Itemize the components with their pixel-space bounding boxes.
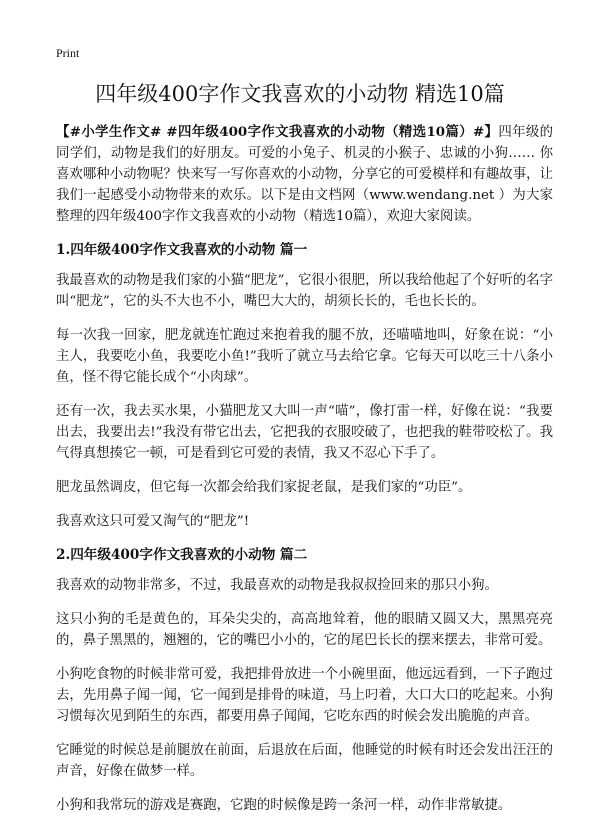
page-title: 四年级400字作文我喜欢的小动物 精选10篇: [95, 82, 505, 106]
intro-text: 四年级的同学们，动物是我们的好朋友。可爱的小兔子、机灵的小猴子、忠诚的小狗…… 你喜欢哪种小动物呢？快来写一写你喜欢的小动物，分享它的可爱模样和有趣故事，让我们一起感受小动物带来的欢乐。以下是由文档网（www.wendang.net ）为大家整理的四年级400字作文我喜欢的小动物（精选10篇），欢迎大家阅读。: [56, 125, 553, 224]
section-heading-2: 2.四年级400字作文我喜欢的小动物 篇二: [56, 547, 308, 563]
paragraph: 还有一次，我去买水果，小猫肥龙又大叫一声“喵”，像打雷一样，好像在说：“我要出去，我要出去!”我没有带它出去，它把我的衣服咬破了，也把我的鞋带咬松了。我气得真想揍它一顿，可是看到它可爱的表情，我又不忍心下手了。: [56, 404, 553, 461]
paragraph: 小狗和我常玩的游戏是赛跑，它跑的时候像是跨一条河一样，动作非常敏捷。: [56, 798, 512, 813]
paragraph: 这只小狗的毛是黄色的，耳朵尖尖的，高高地耸着，他的眼睛又圆又大，黑黑亮亮的，鼻子黑黑的，翘翘的，它的嘴巴小小的，它的尾巴长长的摆来摆去，非常可爱。: [56, 612, 553, 648]
paragraph: 我最喜欢的动物是我们家的小猫“肥龙”，它很小很肥，所以我给他起了个好听的名字叫“肥龙”，它的头不大也不小，嘴巴大大的，胡须长长的，毛也长长的。: [56, 273, 553, 309]
print-label: Print: [56, 46, 80, 60]
section-heading-1: 1.四年级400字作文我喜欢的小动物 篇一: [56, 242, 308, 258]
intro-tag-line: 【#小学生作文# #四年级400字作文我喜欢的小动物（精选10篇）#】: [56, 124, 499, 140]
paragraph: 每一次我一回家，肥龙就连忙跑过来抱着我的腿不放，还喵喵地叫，好象在说：“小主人，我要吃小鱼，我要吃小鱼!”我听了就立马去给它拿。它每天可以吃三十八条小鱼，怪不得它能长成个“小肉球”。: [56, 328, 553, 385]
paragraph: 我喜欢的动物非常多，不过，我最喜欢的动物是我叔叔捡回来的那只小狗。: [56, 578, 498, 593]
intro-paragraph: [56, 122, 553, 227]
paragraph: 它睡觉的时候总是前腿放在前面，后退放在后面，他睡觉的时候有时还会发出汪汪的声音，好像在做梦一样。: [56, 743, 553, 779]
paragraph: 我喜欢这只可爱又淘气的“肥龙”!: [56, 514, 250, 529]
paragraph: 小狗吃食物的时候非常可爱，我把排骨放进一个小碗里面，他远远看到，一下子跑过去，先用鼻子闻一闻，它一闻到是排骨的味道，马上叼着，大口大口的吃起来。小狗习惯每次见到陌生的东西，都要用鼻子闻闻，它吃东西的时候会发出脆脆的声音。: [56, 667, 553, 724]
paragraph: 肥龙虽然调皮，但它每一次都会给我们家捉老鼠，是我们家的“功臣”。: [56, 480, 472, 495]
article-body: [56, 122, 553, 829]
